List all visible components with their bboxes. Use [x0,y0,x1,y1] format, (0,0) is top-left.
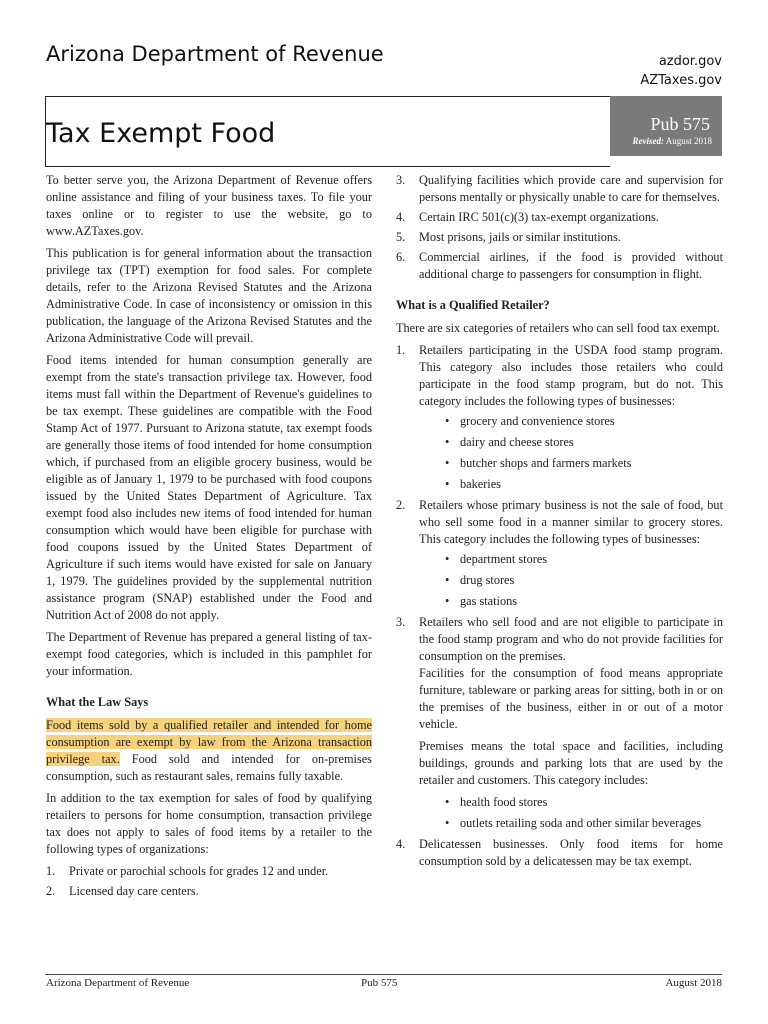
law-text-rest: Food sold and intended for on-premises consumption, such as restaurant sales, remains fully taxable. [46,752,372,783]
law-heading: What the Law Says [46,695,149,709]
exemption-paragraph: Food items intended for human consumption generally are exempt from the state's transaction privilege tax. However, food items must fall within the Department of Revenue's guidelines to be tax exempt. These guidelines are compatible with the Food Stamp Act of 1977. Pursuant to Arizona statute, tax exempt foods are generally those items of food intended for home consumption which, if purchased from an eligible grocery business, would be eligible as of January 1, 1979 to be purchased with food coupons issued by the United States Department of Agriculture. Tax exempt food also includes new items of food intended for human consumption which would have been eligible for purchase with food coupons issued by the United States Department of Agriculture if such items would have existed for sale on January 1, 1979. The guidelines provided by the supplemental nutrition assistance program (SNAP) established under the Food and Nutrition Act of 2008 do not apply. [46,353,372,622]
category-item: 4. Delicatessen businesses. Only food items for home consumption sold by a delicatessen may be tax exempt. [396,837,723,868]
bullet-item: • butcher shops and farmers markets [442,455,723,472]
category-item: 2. Retailers whose primary business is not the sale of food, but who sell some food in a manner similar to grocery stores. This category includes the following types of businesses: • department stores • drug stores • gas stations [396,497,723,610]
bullet-item: • bakeries [442,476,723,493]
facilities-definition: Facilities for the consumption of food means appropriate furniture, tableware or parking areas for sitting, both in or on the premises of the business, either in or out of a motor vehicle. [419,666,723,731]
pub-badge [610,96,722,156]
organizations-paragraph: In addition to the tax exemption for sales of food by qualifying retailers to persons for home consumption, transaction privilege tax does not apply to sales of food items by a retailer to the following types of organizations: [46,791,372,856]
category-item: 3. Retailers who sell food and are not eligible to participate in the food stamp program and who do not provide facilities for consumption on the premises. Facilities for the consumption of food means appropriate furniture, tableware or parking areas for sitting, both in or on the premises of the business, either in or out of a motor vehicle. Premises means the total space and facilities, including buildings, grounds and parking lots that are used by the retailer and customers. This category includes: • health food stores • outlets retailing soda and other similar beverages [396,614,723,832]
header-links [640,52,722,90]
list-item: 6. Commercial airlines, if the food is provided without additional charge to passengers for consumption in flight. [396,250,723,281]
list-item: 2. Licensed day care centers. [46,884,199,898]
azdor-link[interactable]: azdor.gov [658,54,722,69]
highlighted-text: Food items sold by a qualified retailer and intended for home consumption are exempt by law from the Arizona transaction privilege tax. [46,718,372,766]
footer-date: August 2018 [665,977,722,989]
left-column [46,172,372,903]
revised-date: August 2018 [665,136,712,146]
footer-divider [45,974,722,975]
bullet-list [419,413,723,493]
listing-paragraph: The Department of Revenue has prepared a general listing of tax-exempt food categories, which is included in this pamphlet for your information. [46,630,372,678]
organizations-list [46,863,372,900]
bullet-item: • drug stores [442,572,723,589]
law-paragraph [46,717,372,785]
pub-revised [632,136,712,146]
pub-number: Pub 575 [650,114,710,134]
list-item: 5. Most prisons, jails or similar institutions. [396,230,621,244]
list-item: 3. Qualifying facilities which provide care and supervision for persons mentally or physically unable to care for themselves. [396,173,723,204]
retailer-intro: There are six categories of retailers who can sell food tax exempt. [396,321,720,335]
bullet-list [419,551,723,610]
premises-definition: Premises means the total space and facilities, including buildings, grounds and parking lots that are used by the retailer and customers. This category includes: [419,739,723,787]
bullet-item: • dairy and cheese stores [442,434,723,451]
list-item: 4. Certain IRC 501(c)(3) tax-exempt organizations. [396,210,659,224]
bullet-item: • health food stores [442,794,723,811]
retailer-categories [396,342,723,870]
bullet-item: • grocery and convenience stores [442,413,723,430]
purpose-paragraph: This publication is for general information about the transaction privilege tax (TPT) exemption for food sales. For complete details, refer to the Arizona Revised Statutes and the Arizona Administrative Code. In case of inconsistency or omission in this publication, the language of the Arizona Revised Statutes and the Arizona Administrative Code will prevail. [46,246,372,345]
list-item: 1. Private or parochial schools for grades 12 and under. [46,864,329,878]
category-item: 1. Retailers participating in the USDA food stamp program. This category also includes those retailers who could participate in the food stamp program, but do not. This category includes the following types of businesses: • grocery and convenience stores • dairy and cheese stores • butcher shops and farmers markets • bakeries [396,342,723,493]
aztaxes-link[interactable]: AZTaxes.gov [640,73,722,88]
intro-paragraph: To better serve you, the Arizona Department of Revenue offers online assistance and filing of your business taxes. To file your taxes online or to register to use the website, go to www.AZTaxes.gov. [46,173,372,238]
bullet-item: • outlets retailing soda and other similar beverages [442,815,723,832]
right-column [396,172,723,873]
organizations-list-cont [396,172,723,283]
bullet-list [419,794,723,832]
footer-agency: Arizona Department of Revenue [46,977,190,989]
page-title: Tax Exempt Food [46,118,276,149]
footer-pub: Pub 575 [361,977,398,989]
retailer-heading: What is a Qualified Retailer? [396,298,550,312]
agency-name: Arizona Department of Revenue [46,42,384,66]
revised-label: Revised: [632,136,664,146]
bullet-item: • department stores [442,551,723,568]
bullet-item: • gas stations [442,593,723,610]
